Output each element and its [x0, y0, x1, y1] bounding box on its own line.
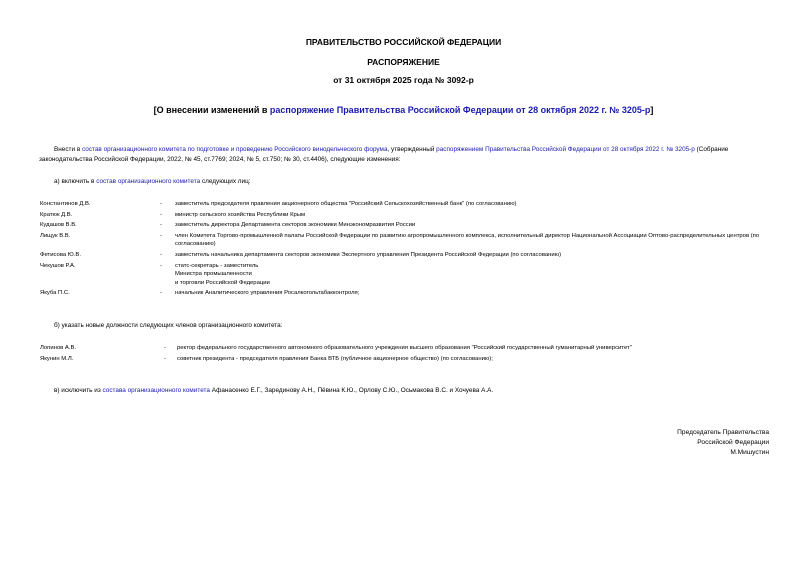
member-dash: -	[164, 355, 166, 362]
government-title: ПРАВИТЕЛЬСТВО РОССИЙСКОЙ ФЕДЕРАЦИИ	[305, 37, 502, 47]
member-row	[40, 251, 770, 262]
document-type: РАСПОРЯЖЕНИЕ	[367, 57, 440, 67]
member-dash: -	[160, 251, 162, 258]
member-name: Лищук В.В.	[40, 232, 71, 239]
section-c-text-2: Афанасенко Е.Г., Зарединову А.Н., Пёвина К.Ю., Орлову С.Ю., Осьмакова В.С. и Хочуева А.А.	[209, 387, 494, 394]
member-position: ректор федерального государственного автономного образовательного учреждения высшего образования "Российский государственный гуманитарный университет"	[177, 345, 632, 351]
member-name: Лопинов А.В.	[40, 345, 77, 351]
title-close: ]	[650, 105, 654, 115]
signature-block	[677, 428, 769, 458]
section-a-heading	[54, 178, 251, 185]
member-position-line: и торговли Российской Федерации	[175, 279, 270, 286]
signature-title: Председатель Правительства	[677, 429, 769, 436]
member-position-line: статс-секретарь - заместитель	[175, 262, 259, 269]
title-link[interactable]: распоряжение Правительства Российской Федерации от 28 октября 2022 г. № 3205-р	[269, 105, 651, 115]
section-b-members-table	[40, 344, 770, 365]
member-name: Кратюк Д.В.	[40, 211, 73, 218]
member-position: министр сельского хозяйства Республики Крым	[175, 211, 306, 218]
member-position: член Комитета Торгово-промышленной палаты Российской Федерации по развитию агропромышленного комплекса, исполнительный директор Национальной Ассоциации Оптово-распределительных центров (по согласованию)	[175, 232, 760, 248]
member-row	[40, 289, 770, 300]
section-a-committee-link[interactable]: состав организационного комитета	[96, 178, 201, 185]
member-name: Фетисова Ю.В.	[40, 251, 81, 258]
member-dash: -	[160, 232, 162, 239]
intro-text-1: Внести в	[54, 146, 82, 153]
member-dash: -	[160, 262, 162, 269]
member-row	[40, 355, 770, 366]
member-row	[40, 200, 770, 211]
member-row	[40, 221, 770, 232]
member-dash: -	[160, 201, 162, 207]
member-position: начальник Аналитического управления Росалкогольтабакконтроля;	[175, 290, 360, 297]
section-a-members-table	[40, 200, 770, 300]
member-position: заместитель директора Департамента секторов экономики Минэкономразвития России	[175, 222, 416, 229]
intro-paragraph	[39, 145, 769, 165]
section-c-committee-link[interactable]: состава организационного комитета	[102, 387, 210, 394]
section-c-paragraph	[54, 387, 493, 394]
intro-committee-link[interactable]: состав организационного комитета по подготовке и проведению Российского винодельческого форума	[81, 146, 388, 153]
intro-order-link[interactable]: распоряжением Правительства Российской Федерации от 28 октября 2022 г. № 3205-р	[436, 146, 695, 153]
member-dash: -	[160, 211, 162, 218]
member-name: Чекушов Р.А.	[40, 262, 76, 269]
member-name: Константинов Д.В.	[40, 201, 91, 207]
member-row	[40, 211, 770, 222]
intro-text-2: , утвержденный	[387, 146, 437, 153]
member-position	[175, 262, 770, 290]
title-open: [О внесении изменений в	[153, 105, 270, 115]
member-position: советник президента - председателя правления Банка ВТБ (публичное акционерное общество) (по согласованию);	[177, 355, 493, 362]
member-position: заместитель председателя правления акционерного общества "Российский Сельскохозяйственный банк" (по согласованию)	[175, 201, 517, 207]
member-row	[40, 232, 770, 251]
member-dash: -	[164, 345, 166, 351]
member-row	[40, 344, 770, 355]
document-date-number: от 31 октября 2025 года № 3092-р	[333, 75, 474, 85]
signature-name: М.Мишустин	[730, 449, 769, 456]
section-a-text-1: а) включить в	[54, 178, 97, 185]
section-b-heading: б) указать новые должности следующих членов организационного комитета:	[54, 322, 283, 329]
member-dash: -	[160, 222, 162, 229]
member-name: Якуба П.С.	[40, 290, 70, 297]
signature-title-2: Российской Федерации	[697, 439, 769, 446]
document-title	[0, 105, 807, 115]
member-position: заместитель начальника департамента секторов экономики Экспертного управления Президента Российской Федерации (по согласованию)	[175, 251, 562, 258]
member-name: Якунин М.Л.	[40, 355, 74, 362]
section-a-text-2: следующих лиц:	[200, 178, 251, 185]
intro-text-3: (Собрание законодательства Российской Федерации, 2022, № 45, ст.7769; 2024, № 5, ст.750; № 30, ст.4406), следующие изменения:	[39, 146, 729, 163]
member-dash: -	[160, 290, 162, 297]
member-name: Кудашов В.В.	[40, 222, 77, 229]
member-row	[40, 262, 770, 290]
section-c-text-1: в) исключить из	[54, 387, 103, 394]
member-position-line: Министра промышленности	[175, 271, 252, 278]
